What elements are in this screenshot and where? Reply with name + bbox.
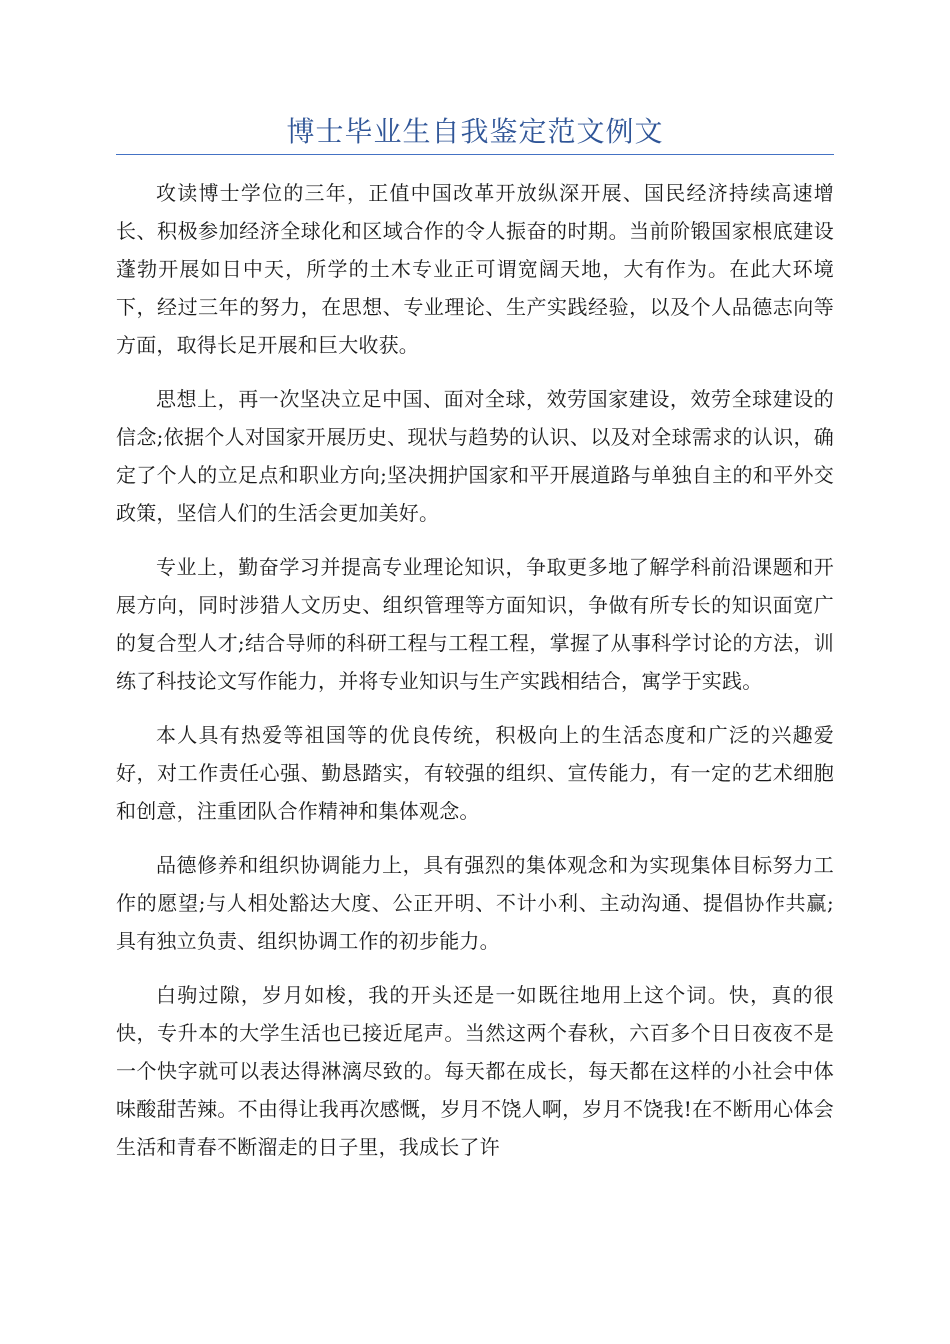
paragraph-4: 本人具有热爱等祖国等的优良传统，积极向上的生活态度和广泛的兴趣爱好，对工作责任心强、勤恳踏实，有较强的组织、宣传能力，有一定的艺术细胞和创意，注重团队合作精神和集体观念。 (116, 723, 834, 823)
paragraph-3: 专业上，勤奋学习并提高专业理论知识，争取更多地了解学科前沿课题和开展方向，同时涉猎人文历史、组织管理等方面知识，争做有所专长的知识面宽广的复合型人才;结合导师的科研工程与工程工程，掌握了从事科学讨论的方法，训练了科技论文写作能力，并将专业知识与生产实践相结合，寓学于实践。 (116, 555, 834, 693)
paragraph-1: 攻读博士学位的三年，正值中国改革开放纵深开展、国民经济持续高速增长、积极参加经济全球化和区域合作的令人振奋的时期。当前阶锻国家根底建设蓬勃开展如日中天，所学的土木专业正可谓宽阔天地，大有作为。在此大环境下，经过三年的努力，在思想、专业理论、生产实践经验，以及个人品德志向等方面，取得长足开展和巨大收获。 (116, 181, 834, 357)
paragraph-6: 白驹过隙，岁月如梭，我的开头还是一如既往地用上这个词。快，真的很快，专升本的大学生活也已接近尾声。当然这两个春秋，六百多个日日夜夜不是一个快字就可以表达得淋漓尽致的。每天都在成长，每天都在这样的小社会中体味酸甜苦辣。不由得让我再次感慨，岁月不饶人啊，岁月不饶我!在不断用心体会生活和青春不断溜走的日子里，我成长了许 (116, 983, 834, 1159)
paragraph-2: 思想上，再一次坚决立足中国、面对全球，效劳国家建设，效劳全球建设的信念;依据个人对国家开展历史、现状与趋势的认识、以及对全球需求的认识，确定了个人的立足点和职业方向;坚决拥护国家和平开展道路与单独自主的和平外交政策，坚信人们的生活会更加美好。 (116, 387, 834, 525)
document-body (116, 174, 834, 1182)
title-underline (116, 154, 834, 155)
document-title: 博士毕业生自我鉴定范文例文 (286, 115, 664, 148)
paragraph-5: 品德修养和组织协调能力上，具有强烈的集体观念和为实现集体目标努力工作的愿望;与人相处豁达大度、公正开明、不计小利、主动沟通、提倡协作共赢;具有独立负责、组织协调工作的初步能力。 (116, 853, 834, 953)
